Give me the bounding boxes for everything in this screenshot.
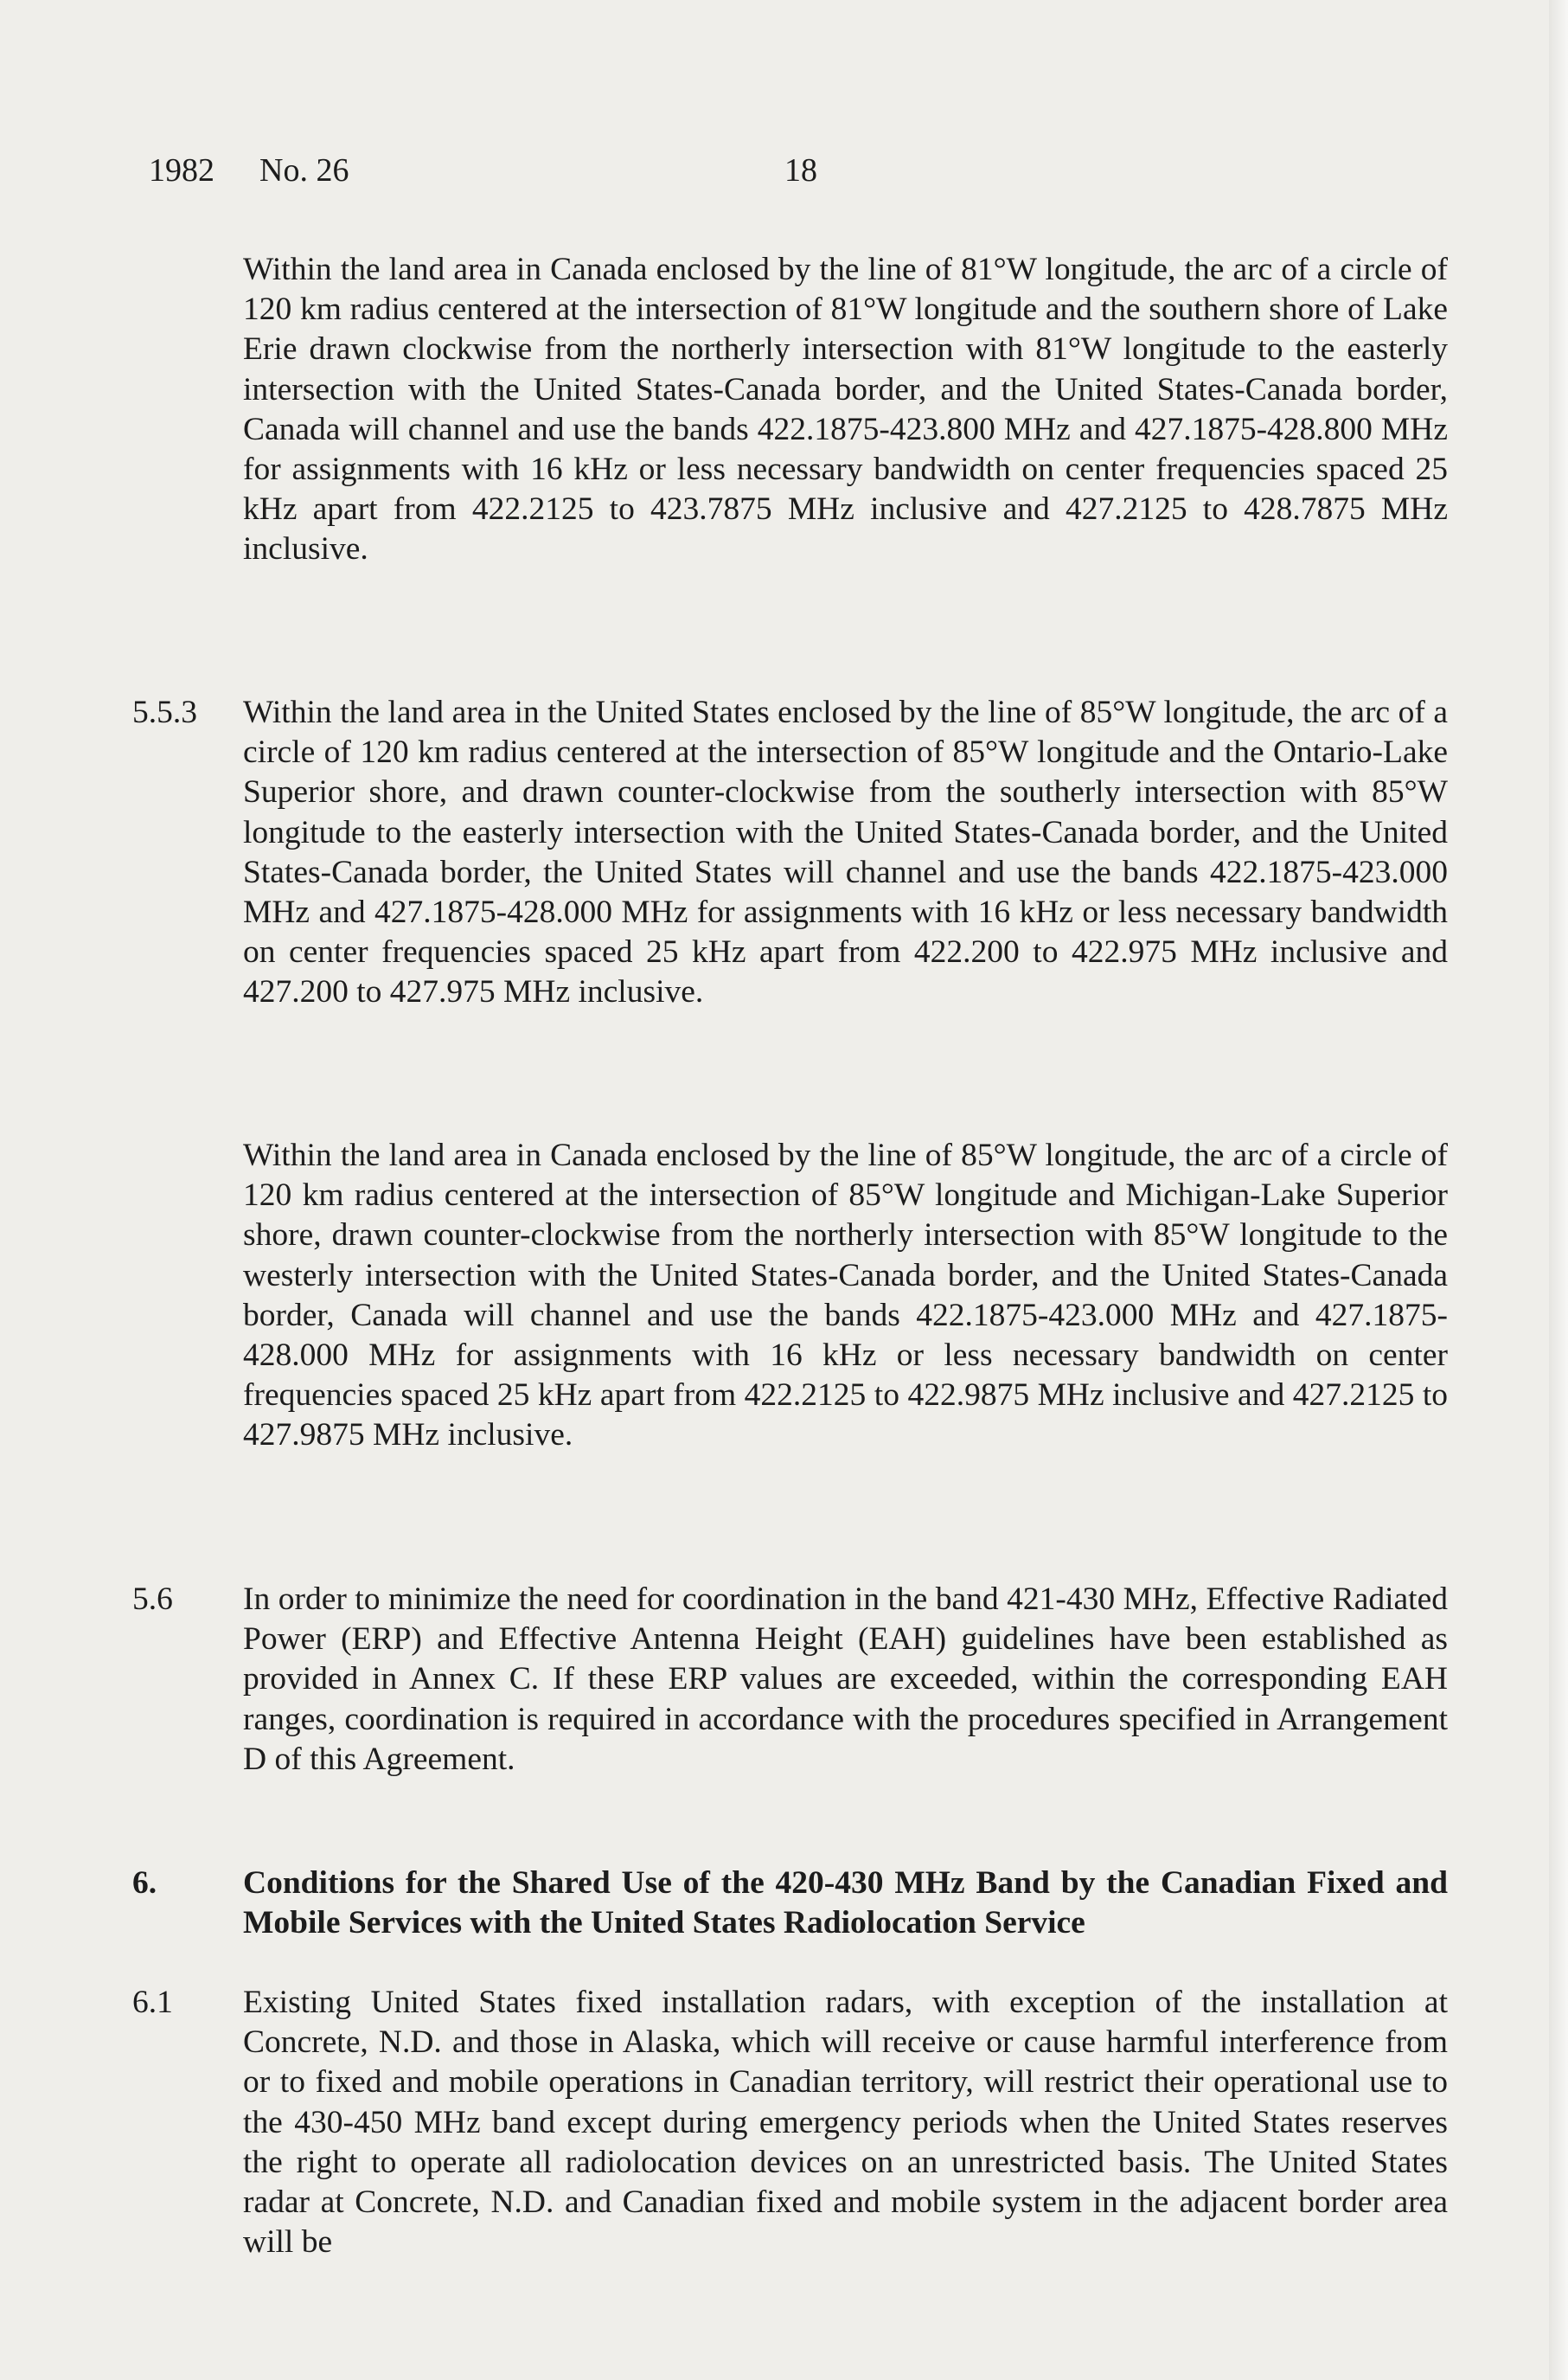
- paragraph-canada-85w: Within the land area in Canada enclosed by the line of 85°W longitude, the arc of a circle of 120 km radius centered at the intersection of 85°W longitude and Michigan-Lake Superior shore, drawn counter-clockwise from the northerly intersection with 85°W longitude to the westerly intersection with the United States-Canada border, and the United States-Canada border, Canada will channel and use the bands 422.1875-423.000 MHz and 427.1875-428.000 MHz for assignments with 16 kHz or less necessary bandwidth on center frequencies spaced 25 kHz apart from 422.2125 to 422.9875 MHz inclusive and 427.2125 to 427.9875 MHz inclusive.: [243, 1138, 1448, 1453]
- header-year: 1982: [149, 152, 214, 189]
- page-number: 18: [784, 152, 817, 189]
- page-edge: [1549, 0, 1568, 2380]
- section-number-6: 6.: [132, 1865, 157, 1901]
- section-6-heading: Conditions for the Shared Use of the 420-430 MHz Band by the Canadian Fixed and Mobile Services with the United States Radiolocation Service: [243, 1865, 1448, 1941]
- paragraph-5-6: In order to minimize the need for coordination in the band 421-430 MHz, Effective Radiated Power (ERP) and Effective Antenna Height (EAH) guidelines have been established as provided in Annex C. If these ERP values are exceeded, within the corresponding EAH ranges, coordination is required in accordance with the procedures specified in Arrangement D of this Agreement.: [243, 1581, 1448, 1777]
- section-number-5-5-3: 5.5.3: [132, 695, 197, 730]
- section-number-6-1: 6.1: [132, 1985, 173, 2020]
- paragraph-6-1: Existing United States fixed installation radars, with exception of the installation at Concrete, N.D. and those in Alaska, which will receive or cause harmful interference from or to fixed and mobile operations in Canadian territory, will restrict their operational use to the 430-450 MHz band except during emergency periods when the United States reserves the right to operate all radiolocation devices on an unrestricted basis. The United States radar at Concrete, N.D. and Canadian fixed and mobile system in the adjacent border area will be: [243, 1985, 1448, 2261]
- page-header: [149, 149, 1446, 192]
- paragraph-5-5-3: Within the land area in the United States enclosed by the line of 85°W longitude, the arc of a circle of 120 km radius centered at the intersection of 85°W longitude and the Ontario-Lake Superior shore, and drawn counter-clockwise from the southerly intersection with 85°W longitude to the easterly intersection with the United States-Canada border, and the United States-Canada border, the United States will channel and use the bands 422.1875-423.000 MHz and 427.1875-428.000 MHz for assignments with 16 kHz or less necessary bandwidth on center frequencies spaced 25 kHz apart from 422.200 to 422.975 MHz inclusive and 427.200 to 427.975 MHz inclusive.: [243, 695, 1448, 1010]
- section-number-5-6: 5.6: [132, 1581, 173, 1617]
- header-number: No. 26: [259, 152, 349, 189]
- paragraph-canada-81w: Within the land area in Canada enclosed by the line of 81°W longitude, the arc of a circle of 120 km radius centered at the intersection of 81°W longitude and the southern shore of Lake Erie drawn clockwise from the northerly intersection with 81°W longitude to the easterly intersection with the United States-Canada border, and the United States-Canada border, Canada will channel and use the bands 422.1875-423.800 MHz and 427.1875-428.800 MHz for assignments with 16 kHz or less necessary bandwidth on center frequencies spaced 25 kHz apart from 422.2125 to 423.7875 MHz inclusive and 427.2125 to 428.7875 MHz inclusive.: [243, 252, 1448, 568]
